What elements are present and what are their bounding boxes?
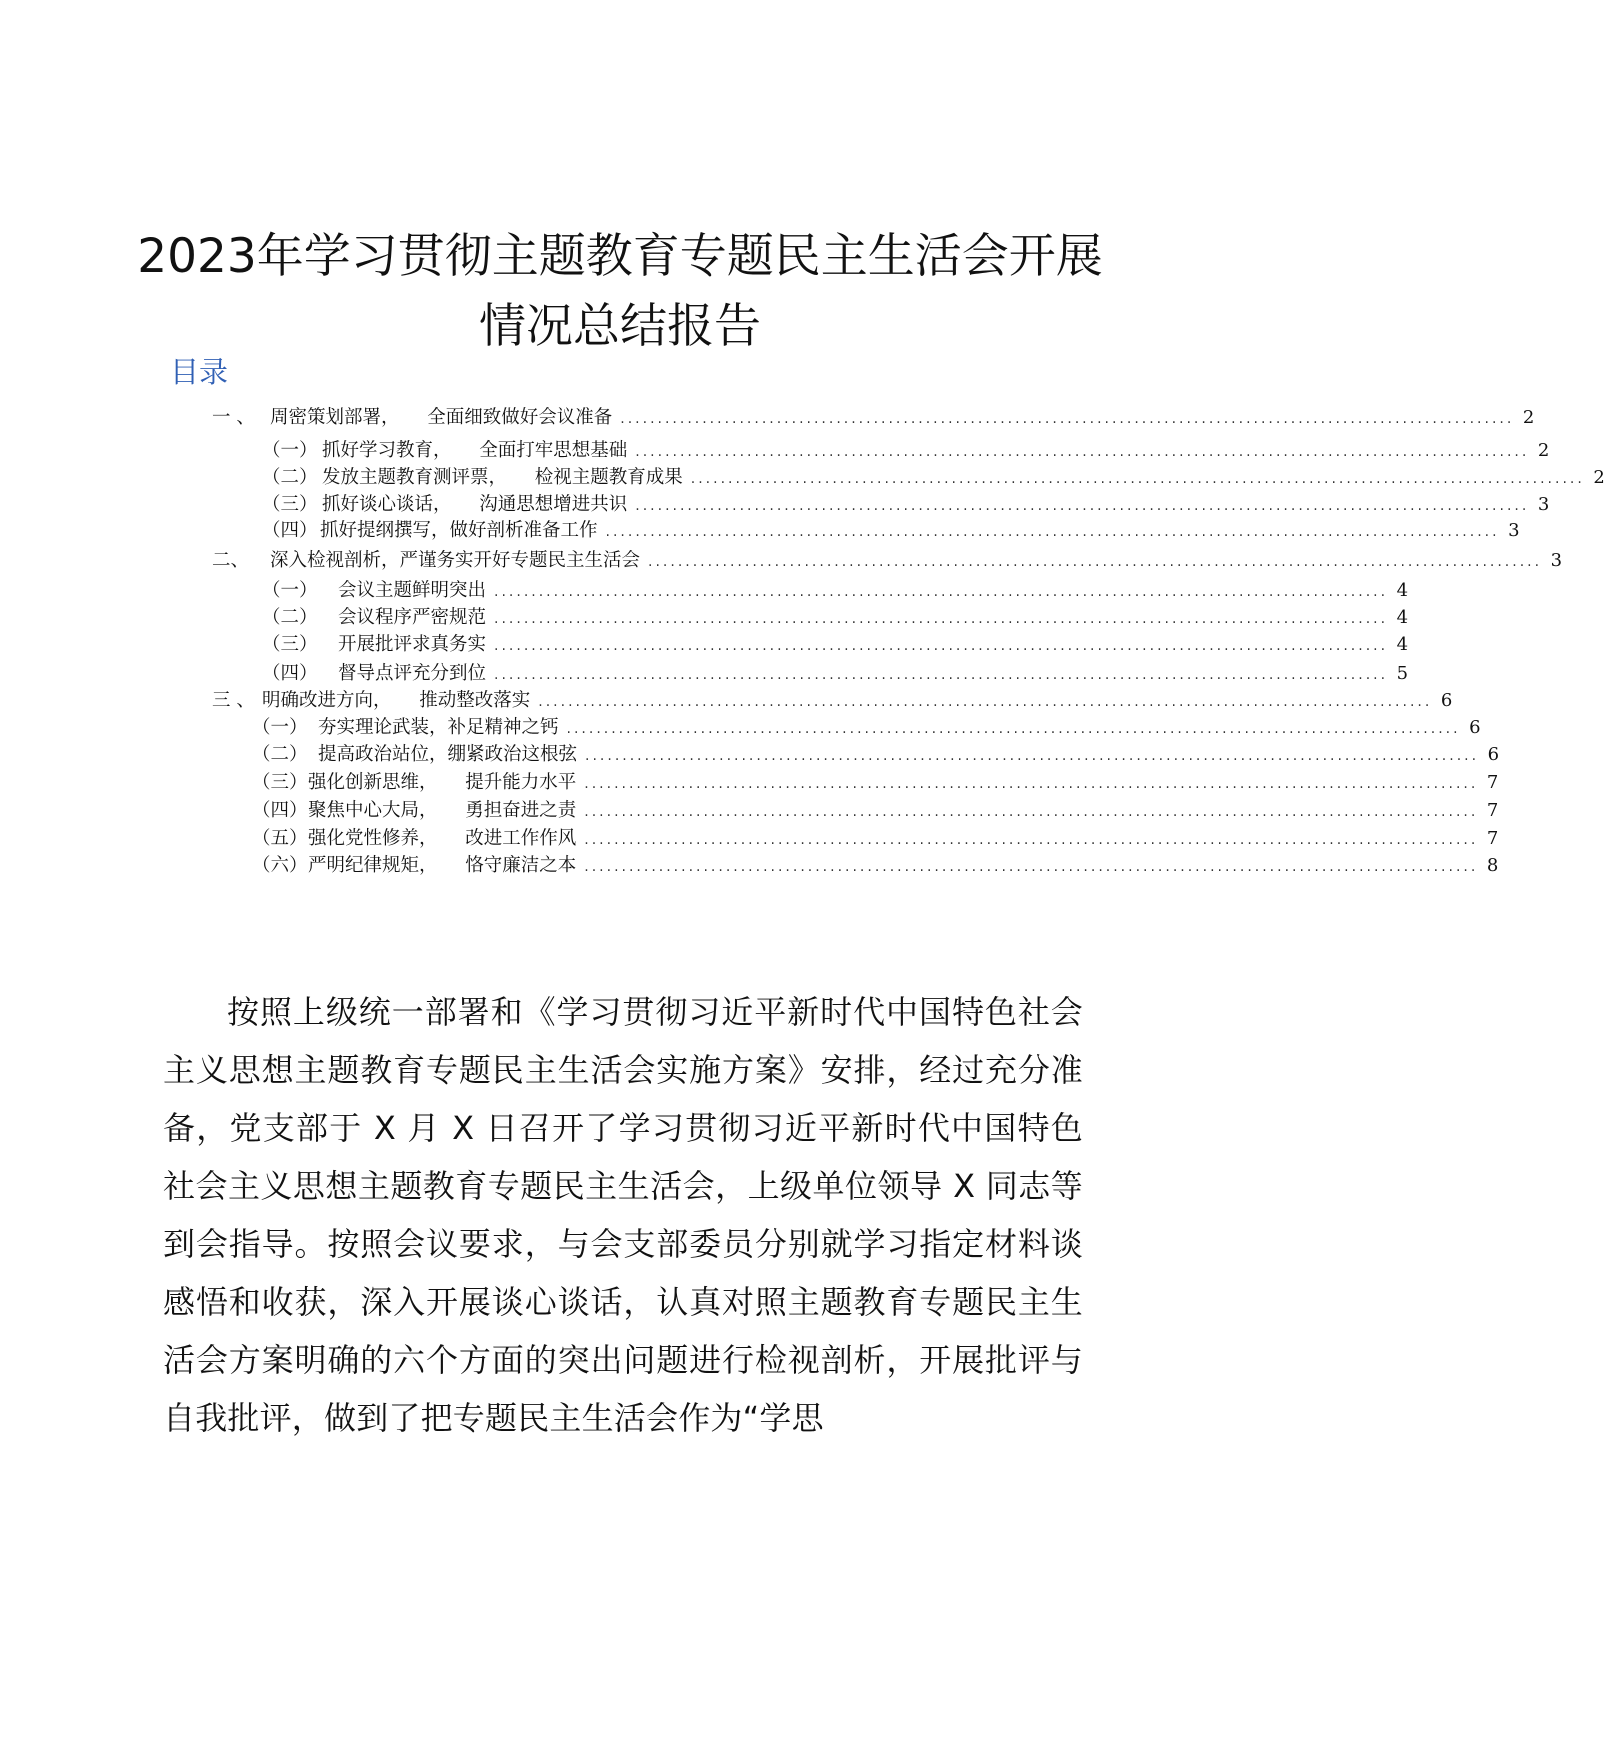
toc-entry-label: 抓好谈心谈话， 沟通思想增进共识	[322, 494, 628, 515]
toc-entry-page-number: 3	[1550, 550, 1563, 571]
toc-dot-leader: ........................................................................................................................	[648, 554, 1543, 570]
toc-entry[interactable]	[252, 824, 1499, 854]
toc-entry[interactable]	[252, 796, 1499, 826]
toc-dot-leader: ........................................................................................................................	[566, 721, 1461, 737]
toc-dot-leader: ........................................................................................................................	[584, 859, 1479, 875]
document-title: 2023年学习贯彻主题教育专题民主生活会开展情况总结报告	[137, 229, 1103, 354]
toc-dot-leader: ........................................................................................................................	[635, 444, 1530, 460]
toc-dot-leader: ........................................................................................................................	[620, 411, 1515, 427]
toc-dot-leader: ........................................................................................................................	[585, 748, 1480, 764]
toc-entry-label: 提高政治站位，绷紧政治这根弦	[318, 744, 578, 765]
toc-dot-leader: ........................................................................................................................	[494, 667, 1389, 683]
toc-entry-label: 明确改进方向， 推动整改落实	[262, 690, 531, 711]
toc-entry[interactable]	[212, 403, 1535, 433]
toc-dot-leader: ........................................................................................................................	[494, 611, 1389, 627]
toc-entry-label: 深入检视剖析，严谨务实开好专题民主生活会	[270, 550, 641, 571]
toc-entry[interactable]	[252, 851, 1499, 881]
toc-entry-label: 会议主题鲜明突出	[338, 580, 487, 601]
toc-entry-number: （一）	[262, 440, 318, 461]
toc-entry[interactable]	[262, 516, 1520, 546]
toc-entry-page-number: 6	[1469, 717, 1481, 738]
toc-dot-leader: ........................................................................................................................	[538, 694, 1433, 710]
toc-entry-label: 督导点评充分到位	[338, 663, 487, 684]
toc-dot-leader: ........................................................................................................................	[494, 584, 1389, 600]
toc-entry-number: （四）	[252, 800, 308, 821]
toc-entry-label: 夯实理论武装，补足精神之钙	[318, 717, 559, 738]
toc-entry-number: 一 、	[212, 407, 255, 428]
toc-entry-number: （三）	[262, 634, 318, 655]
toc-entry-number: （四）	[262, 663, 318, 684]
toc-entry-number: （二）	[252, 744, 308, 765]
toc-entry[interactable]	[212, 546, 1563, 576]
toc-dot-leader: ........................................................................................................................	[584, 776, 1479, 792]
toc-entry-number: （四）	[262, 520, 318, 541]
toc-entry-page-number: 5	[1396, 663, 1409, 684]
toc-entry-page-number: 4	[1396, 634, 1409, 655]
toc-entry-page-number: 6	[1487, 744, 1500, 765]
toc-entry-page-number: 2	[1522, 407, 1535, 428]
toc-entry-label: 强化党性修养， 改进工作作风	[308, 828, 577, 849]
toc-entry-label: 抓好提纲撰写，做好剖析准备工作	[320, 520, 598, 541]
toc-entry-page-number: 2	[1593, 467, 1605, 488]
toc-entry-number: （六）	[252, 855, 308, 876]
toc-entry[interactable]	[212, 686, 1453, 716]
toc-entry[interactable]	[252, 713, 1481, 743]
toc-entry-number: 三 、	[212, 690, 255, 711]
toc-heading: 目录	[170, 355, 229, 389]
toc-entry[interactable]	[262, 630, 1409, 660]
toc-entry-page-number: 3	[1508, 520, 1520, 541]
toc-entry-label: 强化创新思维， 提升能力水平	[308, 772, 577, 793]
toc-entry[interactable]	[252, 740, 1500, 770]
toc-entry-page-number: 8	[1486, 855, 1499, 876]
toc-entry-label: 发放主题教育测评票， 检视主题教育成果	[322, 467, 683, 488]
toc-entry-number: （一）	[262, 580, 318, 601]
toc-entry-label: 聚焦中心大局， 勇担奋进之责	[308, 800, 577, 821]
toc-dot-leader: ........................................................................................................................	[690, 471, 1585, 487]
toc-entry-number: （五）	[252, 828, 308, 849]
toc-entry-label: 周密策划部署， 全面细致做好会议准备	[270, 407, 613, 428]
toc-entry[interactable]	[262, 436, 1550, 466]
toc-entry-page-number: 4	[1396, 580, 1409, 601]
toc-entry[interactable]	[262, 463, 1605, 493]
toc-entry-page-number: 7	[1486, 800, 1499, 821]
toc-entry-number: 二、	[212, 550, 250, 571]
toc-entry-number: （二）	[262, 467, 318, 488]
toc-entry-number: （一）	[252, 717, 308, 738]
toc-entry-page-number: 2	[1537, 440, 1550, 461]
toc-entry-number: （三）	[262, 494, 318, 515]
toc-entry[interactable]	[252, 768, 1499, 798]
toc-entry-page-number: 3	[1537, 494, 1550, 515]
toc-dot-leader: ........................................................................................................................	[494, 638, 1389, 654]
toc-entry-number: （二）	[262, 607, 318, 628]
toc-entry[interactable]	[262, 603, 1409, 633]
toc-entry-label: 会议程序严密规范	[338, 607, 487, 628]
toc-entry-label: 严明纪律规矩， 恪守廉洁之本	[308, 855, 577, 876]
toc-entry-page-number: 7	[1486, 828, 1499, 849]
toc-dot-leader: ........................................................................................................................	[584, 832, 1479, 848]
toc-entry-page-number: 7	[1486, 772, 1499, 793]
toc-entry-label: 抓好学习教育， 全面打牢思想基础	[322, 440, 628, 461]
toc-dot-leader: ........................................................................................................................	[584, 804, 1479, 820]
toc-entry-page-number: 6	[1440, 690, 1453, 711]
toc-entry[interactable]	[262, 576, 1409, 606]
toc-entry[interactable]	[262, 659, 1409, 689]
toc-entry-number: （三）	[252, 772, 308, 793]
toc-entry-label: 开展批评求真务实	[338, 634, 487, 655]
toc-dot-leader: ........................................................................................................................	[605, 524, 1500, 540]
toc-entry-page-number: 4	[1396, 607, 1409, 628]
body-paragraph: 按照上级统一部署和《学习贯彻习近平新时代中国特色社会主义思想主题教育专题民主生活会实施方案》安排，经过充分准备，党支部于 X 月 X 日召开了学习贯彻习近平新时代中国特色社会主义思想主题教育专题民主生活会，上级单位领导 X 同志等到会指导。按照会议要求，与会支部委员分别就学习指定材料谈感悟和收获，深入开展谈心谈话，认真对照主题教育专题民主生活会方案明确的六个方面的突出问题进行检视剖析，开展批评与自我批评，做到了把专题民主生活会作为“学思	[163, 993, 1083, 1437]
toc-dot-leader: ........................................................................................................................	[635, 498, 1530, 514]
